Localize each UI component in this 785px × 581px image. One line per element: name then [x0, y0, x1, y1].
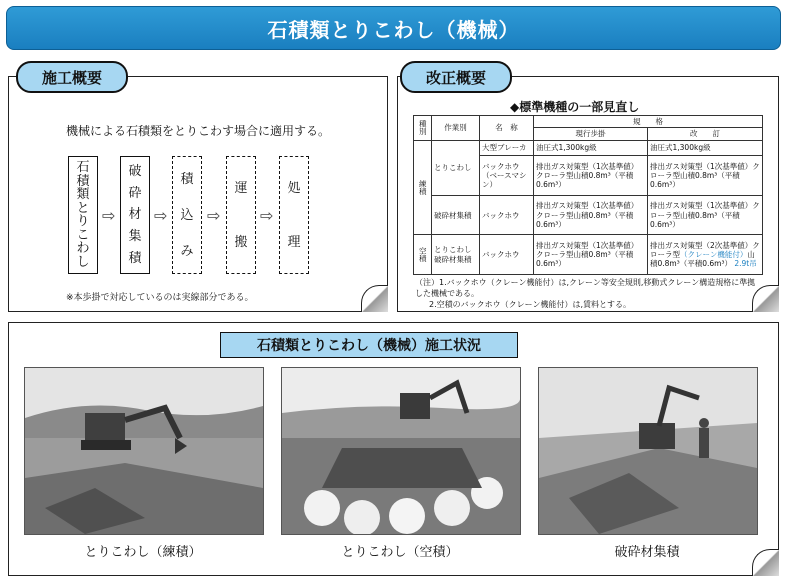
- flow-step-char: 類: [76, 187, 90, 203]
- photo-caption: 破砕材集積: [614, 545, 680, 560]
- flow-step-char: 破: [128, 164, 142, 180]
- status-title: 石積類とりこわし（機械）施工状況: [220, 332, 518, 358]
- flow-step-char: り: [76, 214, 90, 230]
- flow-step-char: 積: [180, 171, 194, 187]
- name-cell: バックホウ: [480, 195, 534, 235]
- photo-caption: とりこわし（練積）: [84, 545, 202, 560]
- header-spec: 規 格: [534, 116, 763, 128]
- flow-step-char: 積: [76, 173, 90, 189]
- flow-step-char: 運: [234, 180, 248, 196]
- flow-step-char: 処: [287, 180, 301, 196]
- flow-step-torikowashi: [68, 156, 98, 274]
- flow-step-disposal: [279, 156, 309, 274]
- revision-label: 改正概要: [400, 61, 512, 93]
- work-cell: 破砕材集積: [432, 195, 480, 235]
- flow-arrow-icon: ⇨: [102, 206, 116, 225]
- flow-step-char: み: [180, 243, 194, 259]
- flow-step-char: 込: [180, 207, 194, 223]
- flow-step-char: 積: [128, 250, 142, 266]
- flow-step-char: 砕: [128, 185, 142, 201]
- revised-text: 山積0.8m³（平積0.6m³）: [650, 250, 755, 269]
- work-cell: とりこわし: [432, 140, 480, 195]
- flow-step-char: こ: [76, 227, 90, 243]
- flow-arrow-icon: ⇨: [154, 206, 168, 225]
- photo-neri-demolition: [24, 367, 264, 535]
- flow-step-transport: [226, 156, 256, 274]
- photo-caption: とりこわし（空積）: [341, 545, 459, 560]
- flow-arrow-icon: ⇨: [207, 206, 221, 225]
- flow-step-loading: [172, 156, 202, 274]
- work-cell-line: 破砕材集積: [434, 254, 472, 264]
- footnote-line: 2.空積のバックホウ（クレーン機能付）は,賃料とする。: [429, 300, 632, 310]
- group-kara: 空積: [414, 235, 432, 275]
- crane-highlight: （クレーン機能付）: [680, 250, 748, 260]
- name-cell: バックホウ（ベースマシン）: [480, 156, 534, 196]
- header-name: 名 称: [480, 116, 534, 141]
- header-type: 種別: [414, 116, 432, 141]
- flow-arrow-icon: ⇨: [260, 206, 274, 225]
- header-current: 現行歩掛: [534, 128, 648, 140]
- flow-step-char: と: [76, 200, 90, 216]
- current-cell: 排出ガス対策型（1次基準値）クローラ型山積0.8m³（平積0.6m³）: [534, 235, 648, 275]
- work-cell-line: とりこわし: [434, 245, 472, 255]
- flow-step-char: 集: [128, 229, 142, 245]
- group-neri: 練積: [414, 140, 432, 235]
- revised-cell: 油圧式1,300kg級: [648, 140, 763, 156]
- sandbag-photo-icon: [282, 368, 520, 534]
- work-cell: [432, 235, 480, 275]
- footnote-line: （注）1.バックホウ（クレーン機能付）は,クレーン等安全規則,移動式クレーン構造規格に準拠した機械である。: [415, 278, 756, 299]
- revised-cell: [648, 235, 763, 275]
- flow-step-char: 搬: [234, 234, 248, 250]
- debris-photo-icon: [539, 368, 757, 534]
- overview-label: 施工概要: [16, 61, 128, 93]
- spec-table: [413, 115, 763, 275]
- revision-footnote: [415, 277, 763, 311]
- revised-cell: 排出ガス対策型（1次基準値）クローラ型山積0.8m³（平積0.6m³）: [648, 156, 763, 196]
- page-title: 石積類とりこわし（機械）: [6, 6, 781, 50]
- current-cell: 排出ガス対策型（1次基準値）クローラ型山積0.8m³（平積0.6m³）: [534, 195, 648, 235]
- revision-heading: ◆標準機種の一部見直し: [510, 100, 640, 114]
- crane-capacity: 2.9t吊: [734, 259, 757, 269]
- name-cell: バックホウ: [480, 235, 534, 275]
- photo-debris-collection: [538, 367, 758, 535]
- header-work: 作業別: [432, 116, 480, 141]
- overview-note: ※本歩掛で対応しているのは実線部分である。: [66, 293, 254, 303]
- flow-step-char: 理: [287, 234, 301, 250]
- revised-text: 排出ガス対策型（2次基準値）クローラ型: [650, 240, 760, 260]
- current-cell: 油圧式1,300kg級: [534, 140, 648, 156]
- flow-step-char: わ: [76, 241, 90, 257]
- name-cell: 大型ブレーカ: [480, 140, 534, 156]
- header-revised: 改 訂: [648, 128, 763, 140]
- flow-step-char: 石: [76, 160, 90, 176]
- flow-step-char: し: [76, 254, 90, 270]
- overview-intro: 機械による石積類をとりこわす場合に適用する。: [66, 124, 331, 138]
- current-cell: 排出ガス対策型（1次基準値）クローラ型山積0.8m³（平積0.6m³）: [534, 156, 648, 196]
- flow-step-collect: [120, 156, 150, 274]
- flow-step-char: 材: [128, 207, 142, 223]
- excavator-photo-icon: [25, 368, 263, 534]
- revised-cell: 排出ガス対策型（1次基準値）クローラ型山積0.8m³（平積0.6m³）: [648, 195, 763, 235]
- photo-kara-demolition: [281, 367, 521, 535]
